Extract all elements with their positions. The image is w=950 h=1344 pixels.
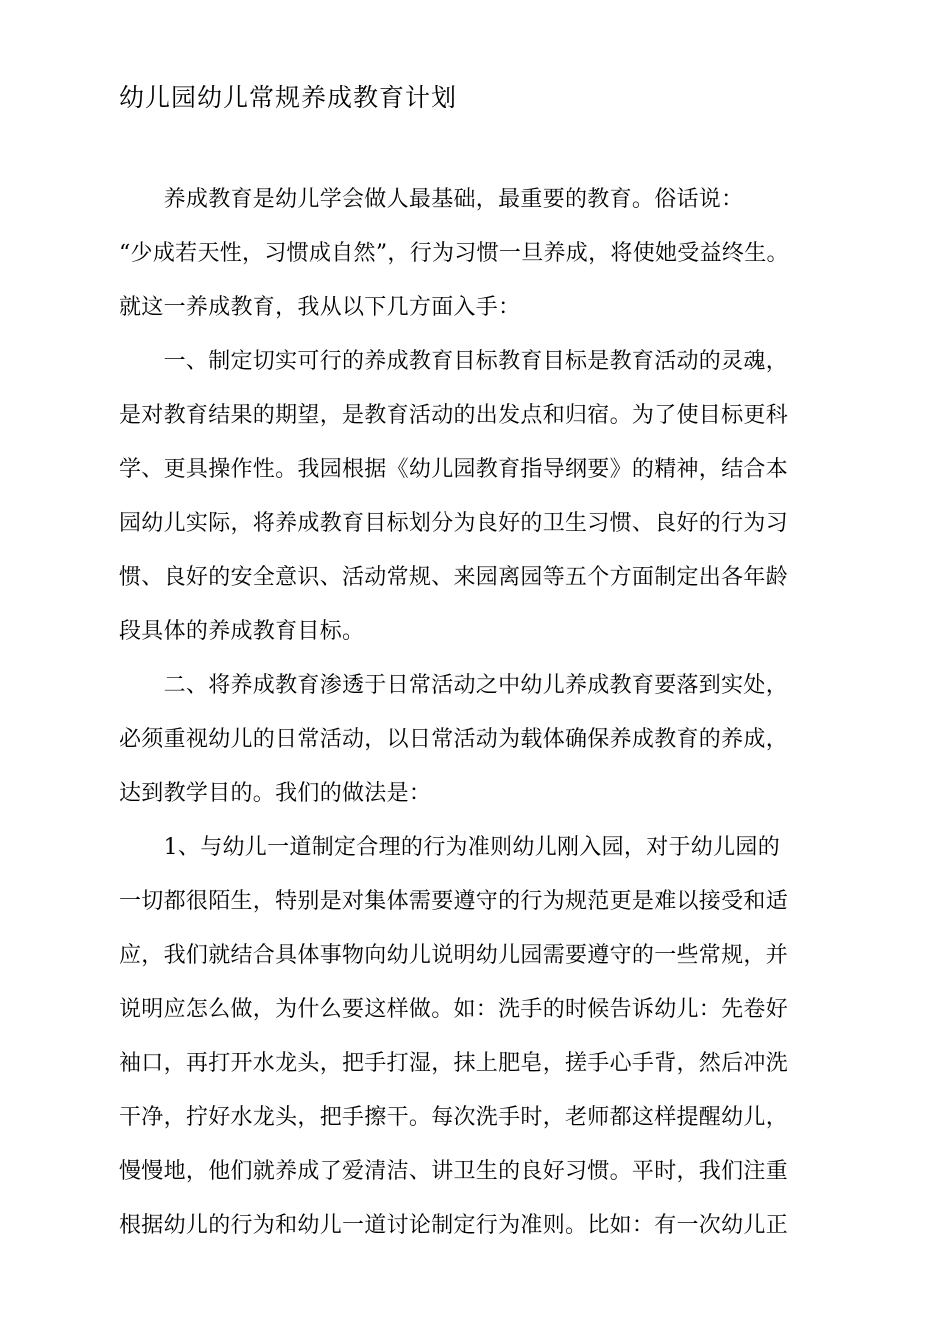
body-line: 必须重视幼儿的日常活动，以日常活动为载体确保养成教育的养成， bbox=[119, 727, 789, 752]
body-line: 二、将养成教育渗透于日常活动之中幼儿养成教育要落到实处， bbox=[119, 673, 789, 698]
body-line: 一、制定切实可行的养成教育目标教育目标是教育活动的灵魂， bbox=[119, 349, 789, 374]
document-title: 幼儿园幼儿常规养成教育计划 bbox=[119, 83, 458, 112]
body-line: 是对教育结果的期望，是教育活动的出发点和归宿。为了使目标更科 bbox=[119, 403, 789, 428]
body-line: 就这一养成教育，我从以下几方面入手： bbox=[119, 295, 521, 320]
body-line: “少成若天性，习惯成自然”，行为习惯一旦养成，将使她受益终生。 bbox=[119, 241, 789, 266]
body-line: 1、与幼儿一道制定合理的行为准则幼儿刚入园，对于幼儿园的 bbox=[119, 835, 780, 860]
body-line: 根据幼儿的行为和幼儿一道讨论制定行为准则。比如：有一次幼儿正 bbox=[119, 1213, 789, 1238]
body-line: 一切都很陌生，特别是对集体需要遵守的行为规范更是难以接受和适 bbox=[119, 889, 789, 914]
body-line: 达到教学目的。我们的做法是： bbox=[119, 781, 432, 806]
body-line: 说明应怎么做，为什么要这样做。如：洗手的时候告诉幼儿：先卷好 bbox=[119, 997, 789, 1022]
body-line: 学、更具操作性。我园根据《幼儿园教育指导纲要》的精神，结合本 bbox=[119, 457, 789, 482]
body-line: 慢慢地，他们就养成了爱清洁、讲卫生的良好习惯。平时，我们注重 bbox=[119, 1159, 789, 1184]
body-line: 园幼儿实际，将养成教育目标划分为良好的卫生习惯、良好的行为习 bbox=[119, 511, 789, 536]
body-line: 袖口，再打开水龙头，把手打湿，抹上肥皂，搓手心手背，然后冲洗 bbox=[119, 1051, 789, 1076]
body-line: 养成教育是幼儿学会做人最基础，最重要的教育。俗话说： bbox=[119, 187, 744, 212]
body-line: 干净，拧好水龙头，把手擦干。每次洗手时，老师都这样提醒幼儿， bbox=[119, 1105, 789, 1130]
body-line: 段具体的养成教育目标。 bbox=[119, 619, 365, 644]
body-line: 惯、良好的安全意识、活动常规、来园离园等五个方面制定出各年龄 bbox=[119, 565, 789, 590]
body-line: 应，我们就结合具体事物向幼儿说明幼儿园需要遵守的一些常规，并 bbox=[119, 943, 789, 968]
